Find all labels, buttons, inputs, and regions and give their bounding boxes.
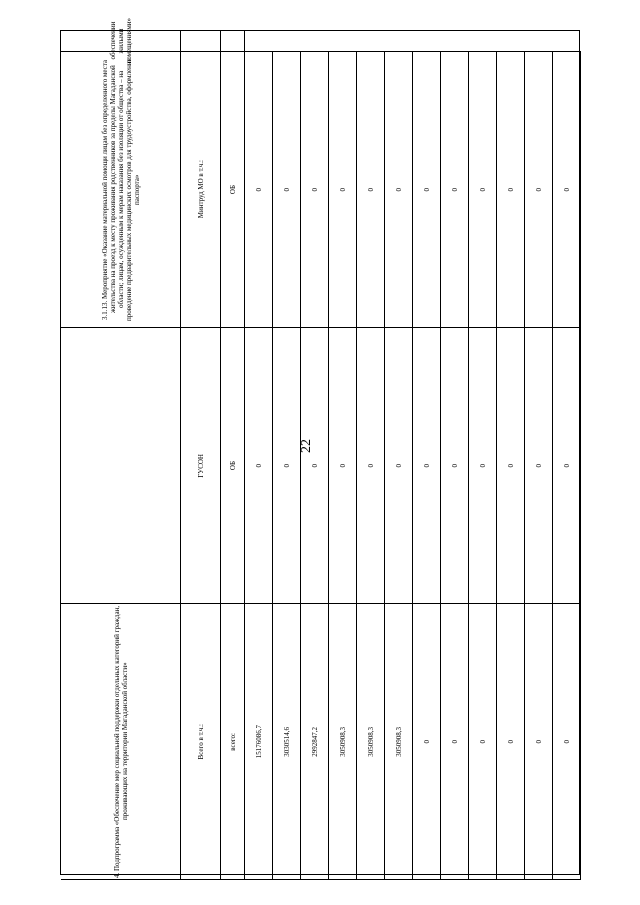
row-value: 0 [385,328,413,603]
row-value: 3050908,3 [357,604,385,879]
row-source: всего: [221,604,245,879]
row-value: 0 [273,52,301,327]
row-value: 0 [245,52,273,327]
row-value: 0 [329,328,357,603]
row-value: 0 [497,328,525,603]
row-title: 4. Подпрограмма «Обеспечение мер социальной поддержки отдельных категорий граждан, проживающих на территории Магаданской области» [61,604,181,879]
table-row [61,328,581,604]
row-executor [181,31,221,51]
budget-table [60,18,580,878]
row-value: 2992847,2 [301,604,329,879]
row-value: 0 [497,604,525,879]
row-value: 0 [553,52,581,327]
row-title: обеспечении жилыми помещениями» [61,31,181,51]
row-value: 0 [525,604,553,879]
row-value: 0 [441,328,469,603]
row-value: 0 [413,328,441,603]
row-value: 0 [301,52,329,327]
row-value: 0 [329,52,357,327]
row-value: 0 [441,604,469,879]
row-source: ОБ [221,52,245,327]
row-value: 0 [497,52,525,327]
row-value: 0 [469,604,497,879]
row-value: 3030514,6 [273,604,301,879]
row-value: 0 [553,328,581,603]
row-value: 0 [553,604,581,879]
table-row [61,52,581,328]
table-row [61,604,581,880]
row-value: 0 [525,328,553,603]
row-title [61,328,181,603]
row-value: 0 [301,328,329,603]
row-executor: Минтруд МО в т.ч.: [181,52,221,327]
row-executor: ГУСОН [181,328,221,603]
page-number: 22 [299,439,314,453]
row-source: ОБ [221,328,245,603]
row-value: 3050908,3 [385,604,413,879]
row-source [221,31,245,51]
row-value: 0 [413,52,441,327]
row-value: 0 [525,52,553,327]
row-value: 0 [357,52,385,327]
row-value: 0 [273,328,301,603]
row-value: 3050908,3 [329,604,357,879]
row-value: 0 [413,604,441,879]
row-title: 3.1.13. Мероприятие «Оказание материальной помощи лицам без определенного места жительства на проезд к месту проживания родственников за пределы Магаданской области; лицам, осужденным к мерам наказания без изоляции от общества – на проведение предварительных медицинских осмотров для трудоустройства, оформление паспорта» [61,52,181,327]
row-value: 15176086,7 [245,604,273,879]
row-value: 0 [469,52,497,327]
row-value: 0 [385,52,413,327]
row-value: 0 [245,328,273,603]
row-executor: Всего в т.ч.: [181,604,221,879]
row-value: 0 [441,52,469,327]
table-row [61,18,581,64]
row-value: 0 [357,328,385,603]
row-value: 0 [469,328,497,603]
